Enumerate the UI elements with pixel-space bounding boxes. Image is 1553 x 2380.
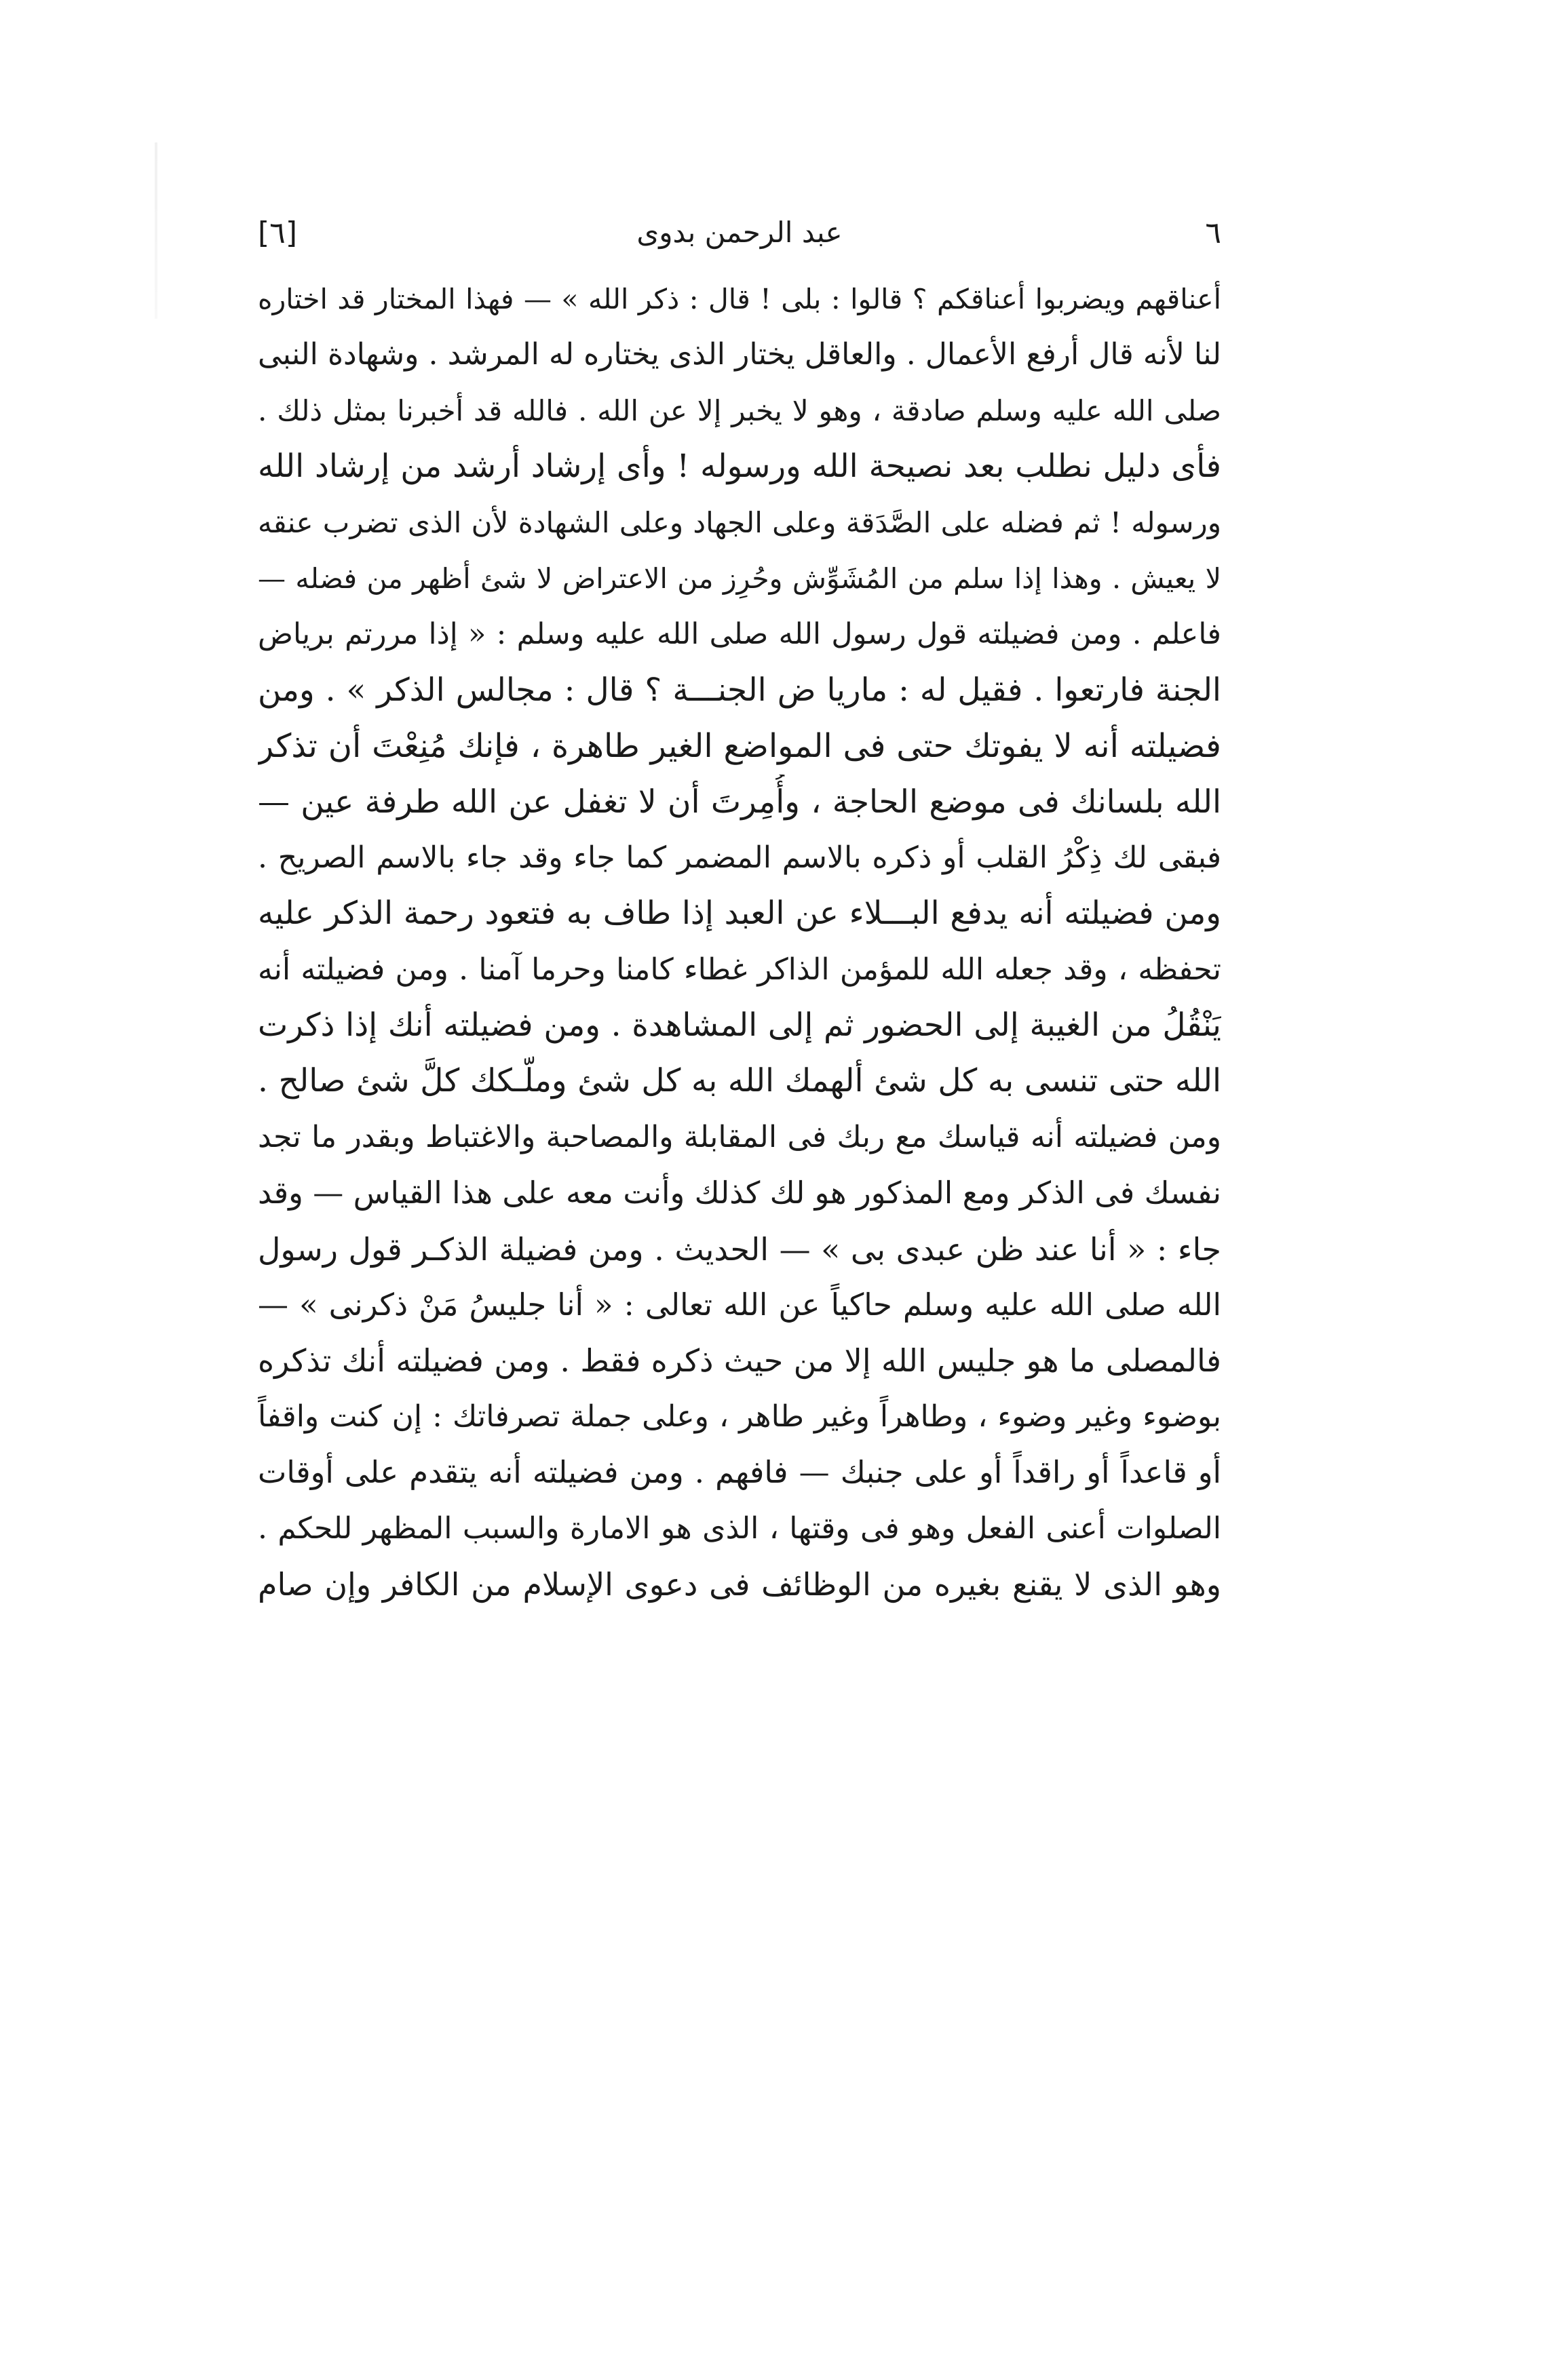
- text-line: جاء : « أنا عند ظن عبدى بى » — الحديث . ومن فضيلة الذكـر قول رسول: [258, 1230, 1221, 1268]
- text-line: الله حتى تنسى به كل شئ ألهمك الله به كل شئ وملّـكك كلَّ شئ صالح .: [258, 1062, 1221, 1100]
- text-line: ومن فضيلته أنه يدفع البـــلاء عن العبد إذا طاف به فتعود رحمة الذكر عليه: [258, 895, 1221, 933]
- text-line: أعناقهم ويضربوا أعناقكم ؟ قالوا : بلى ! قال : ذكر الله » — فهذا المختار قد اختاره: [258, 283, 1221, 315]
- text-line: بوضوء وغير وضوء ، وطاهراً وغير طاهر ، وعلى جملة تصرفاتك : إن كنت واقفاً: [258, 1399, 1221, 1434]
- text-line: لا يعيش . وهذا إذا سلم من المُشَوِّش وحُرِز من الاعتراض لا شئ أظهر من فضله —: [258, 562, 1221, 595]
- bracketed-page-number: [٦]: [258, 216, 297, 250]
- page-header: [258, 216, 1221, 263]
- text-line: وهو الذى لا يقنع بغيره من الوظائف فى دعوى الإسلام من الكافر وإن صام: [258, 1565, 1221, 1603]
- text-line: فأى دليل نطلب بعد نصيحة الله ورسوله ! وأى إرشاد أرشد من إرشاد الله: [258, 448, 1221, 486]
- text-line: لنا لأنه قال أرفع الأعمال . والعاقل يختار الذى يختاره له المرشد . وشهادة النبى: [258, 337, 1221, 372]
- text-line: نفسك فى الذكر ومع المذكور هو لك كذلك وأنت معه على هذا القياس — وقد: [258, 1175, 1221, 1211]
- text-line: فضيلته أنه لا يفوتك حتى فى المواضع الغير طاهرة ، فإنك مُنِعْتَ أن تذكر: [258, 727, 1221, 766]
- text-line: الله بلسانك فى موضع الحاجة ، وأُمِرتَ أن لا تغفل عن الله طرفة عين —: [258, 783, 1221, 821]
- text-line: تحفظه ، وقد جعله الله للمؤمن الذاكر غطاء كامنا وحرما آمنا . ومن فضيلته أنه: [258, 952, 1221, 987]
- page-number: ٦: [1205, 216, 1221, 250]
- text-line: صلى الله عليه وسلم صادقة ، وهو لا يخبر إلا عن الله . فالله قد أخبرنا بمثل ذلك .: [258, 393, 1221, 427]
- text-line: ورسوله ! ثم فضله على الصَّدَقة وعلى الجهاد وعلى الشهادة لأن الذى تضرب عنقه: [258, 505, 1221, 539]
- text-line: ومن فضيلته أنه قياسك مع ربك فى المقابلة والمصاحبة والاغتباط وبقدر ما تجد: [258, 1119, 1221, 1154]
- running-title: عبد الرحمن بدوى: [636, 216, 843, 249]
- text-line: فاعلم . ومن فضيلته قول رسول الله صلى الله عليه وسلم : « إذا مررتم برياض: [258, 617, 1221, 652]
- text-line: فبقى لك ذِكْرُ القلب أو ذكره بالاسم المضمر كما جاء وقد جاء بالاسم الصريح .: [258, 840, 1221, 875]
- text-line: الصلوات أعنى الفعل وهو فى وقتها ، الذى هو الامارة والسبب المظهر للحكم .: [258, 1510, 1221, 1546]
- text-line: أو قاعداً أو راقداً أو على جنبك — فافهم . ومن فضيلته أنه يتقدم على أوقات: [258, 1454, 1221, 1491]
- text-line: فالمصلى ما هو جليس الله إلا من حيث ذكره فقط . ومن فضيلته أنك تذكره: [258, 1342, 1221, 1380]
- body-text: [258, 271, 1221, 1612]
- text-line: يَنْقُلُ من الغيبة إلى الحضور ثم إلى المشاهدة . ومن فضيلته أنك إذا ذكرت: [258, 1007, 1221, 1045]
- text-line: الله صلى الله عليه وسلم حاكياً عن الله تعالى : « أنا جليسُ مَنْ ذكرنى » —: [258, 1287, 1221, 1323]
- margin-smudge: [155, 142, 157, 319]
- text-line: الجنة فارتعوا . فقيل له : ماريا ض الجنـــة ؟ قال : مجالس الذكر » . ومن: [258, 671, 1221, 709]
